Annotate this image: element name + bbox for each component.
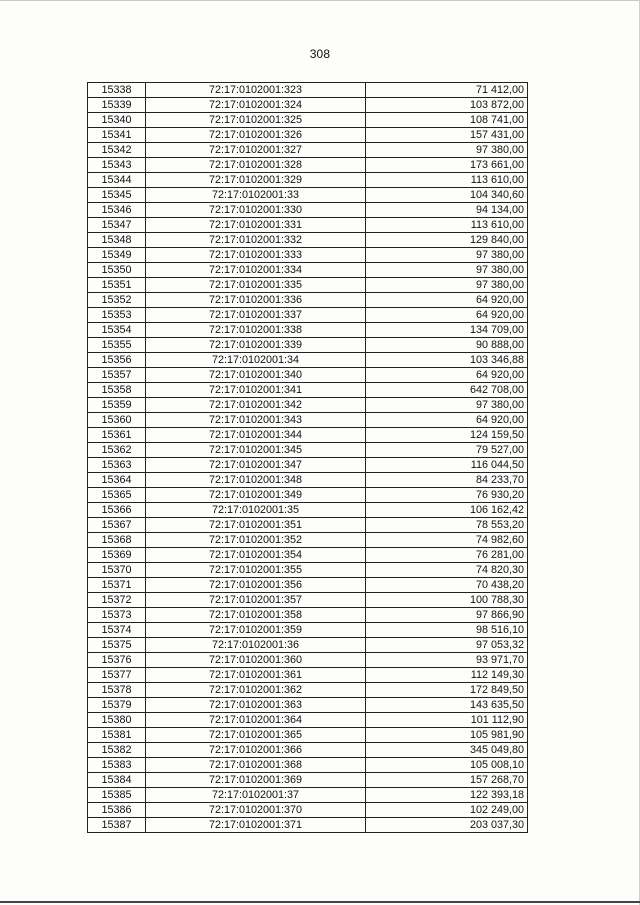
table-row bbox=[88, 548, 528, 563]
table-row bbox=[88, 338, 528, 353]
row-number-cell: 15364 bbox=[88, 473, 146, 488]
row-number-cell: 15377 bbox=[88, 668, 146, 683]
row-number-cell: 15363 bbox=[88, 458, 146, 473]
row-number-cell: 15342 bbox=[88, 143, 146, 158]
cadastral-number-cell: 72:17:0102001:348 bbox=[146, 473, 366, 488]
table-row bbox=[88, 773, 528, 788]
page-number: 308 bbox=[309, 47, 331, 61]
row-number-cell: 15348 bbox=[88, 233, 146, 248]
cadastral-value-cell: 103 346,88 bbox=[366, 353, 528, 368]
row-number-cell: 15356 bbox=[88, 353, 146, 368]
cadastral-value-cell: 70 438,20 bbox=[366, 578, 528, 593]
cadastral-value-cell: 97 380,00 bbox=[366, 143, 528, 158]
row-number-cell: 15351 bbox=[88, 278, 146, 293]
cadastral-value-cell: 97 380,00 bbox=[366, 278, 528, 293]
table-row bbox=[88, 668, 528, 683]
cadastral-number-cell: 72:17:0102001:371 bbox=[146, 818, 366, 833]
cadastral-number-cell: 72:17:0102001:360 bbox=[146, 653, 366, 668]
table-row bbox=[88, 293, 528, 308]
table-row bbox=[88, 578, 528, 593]
table-row bbox=[88, 278, 528, 293]
cadastral-value-cell: 74 820,30 bbox=[366, 563, 528, 578]
row-number-cell: 15340 bbox=[88, 113, 146, 128]
cadastral-number-cell: 72:17:0102001:361 bbox=[146, 668, 366, 683]
cadastral-number-cell: 72:17:0102001:35 bbox=[146, 503, 366, 518]
row-number-cell: 15376 bbox=[88, 653, 146, 668]
cadastral-value-cell: 74 982,60 bbox=[366, 533, 528, 548]
row-number-cell: 15372 bbox=[88, 593, 146, 608]
cadastral-number-cell: 72:17:0102001:358 bbox=[146, 608, 366, 623]
table-row bbox=[88, 518, 528, 533]
table-row bbox=[88, 368, 528, 383]
row-number-cell: 15354 bbox=[88, 323, 146, 338]
table-row bbox=[88, 473, 528, 488]
row-number-cell: 15359 bbox=[88, 398, 146, 413]
table-body bbox=[88, 83, 528, 833]
cadastral-number-cell: 72:17:0102001:325 bbox=[146, 113, 366, 128]
row-number-cell: 15355 bbox=[88, 338, 146, 353]
cadastral-value-cell: 113 610,00 bbox=[366, 218, 528, 233]
cadastral-value-cell: 64 920,00 bbox=[366, 413, 528, 428]
table-row bbox=[88, 428, 528, 443]
cadastral-number-cell: 72:17:0102001:331 bbox=[146, 218, 366, 233]
cadastral-value-cell: 112 149,30 bbox=[366, 668, 528, 683]
row-number-cell: 15370 bbox=[88, 563, 146, 578]
row-number-cell: 15379 bbox=[88, 698, 146, 713]
cadastral-number-cell: 72:17:0102001:338 bbox=[146, 323, 366, 338]
cadastral-value-cell: 203 037,30 bbox=[366, 818, 528, 833]
cadastral-value-cell: 157 431,00 bbox=[366, 128, 528, 143]
cadastral-value-cell: 93 971,70 bbox=[366, 653, 528, 668]
row-number-cell: 15380 bbox=[88, 713, 146, 728]
cadastral-value-cell: 64 920,00 bbox=[366, 308, 528, 323]
table-row bbox=[88, 563, 528, 578]
table-row bbox=[88, 593, 528, 608]
row-number-cell: 15360 bbox=[88, 413, 146, 428]
cadastral-value-cell: 84 233,70 bbox=[366, 473, 528, 488]
table-row bbox=[88, 653, 528, 668]
cadastral-number-cell: 72:17:0102001:37 bbox=[146, 788, 366, 803]
cadastral-value-cell: 79 527,00 bbox=[366, 443, 528, 458]
cadastral-value-cell: 345 049,80 bbox=[366, 743, 528, 758]
cadastral-value-cell: 104 340,60 bbox=[366, 188, 528, 203]
cadastral-number-cell: 72:17:0102001:366 bbox=[146, 743, 366, 758]
cadastral-value-cell: 76 930,20 bbox=[366, 488, 528, 503]
cadastral-number-cell: 72:17:0102001:336 bbox=[146, 293, 366, 308]
table-row bbox=[88, 413, 528, 428]
cadastral-value-cell: 129 840,00 bbox=[366, 233, 528, 248]
cadastral-number-cell: 72:17:0102001:364 bbox=[146, 713, 366, 728]
cadastral-number-cell: 72:17:0102001:329 bbox=[146, 173, 366, 188]
cadastral-number-cell: 72:17:0102001:369 bbox=[146, 773, 366, 788]
cadastral-value-cell: 98 516,10 bbox=[366, 623, 528, 638]
cadastral-number-cell: 72:17:0102001:363 bbox=[146, 698, 366, 713]
cadastral-number-cell: 72:17:0102001:355 bbox=[146, 563, 366, 578]
cadastral-value-cell: 124 159,50 bbox=[366, 428, 528, 443]
row-number-cell: 15358 bbox=[88, 383, 146, 398]
table-row bbox=[88, 98, 528, 113]
cadastral-number-cell: 72:17:0102001:357 bbox=[146, 593, 366, 608]
cadastral-value-cell: 78 553,20 bbox=[366, 518, 528, 533]
table-row bbox=[88, 233, 528, 248]
cadastral-number-cell: 72:17:0102001:335 bbox=[146, 278, 366, 293]
table-row bbox=[88, 248, 528, 263]
cadastral-number-cell: 72:17:0102001:332 bbox=[146, 233, 366, 248]
row-number-cell: 15344 bbox=[88, 173, 146, 188]
row-number-cell: 15375 bbox=[88, 638, 146, 653]
row-number-cell: 15339 bbox=[88, 98, 146, 113]
row-number-cell: 15386 bbox=[88, 803, 146, 818]
table-row bbox=[88, 158, 528, 173]
table-row bbox=[88, 128, 528, 143]
cadastral-number-cell: 72:17:0102001:328 bbox=[146, 158, 366, 173]
table-row bbox=[88, 488, 528, 503]
cadastral-value-cell: 143 635,50 bbox=[366, 698, 528, 713]
cadastral-number-cell: 72:17:0102001:333 bbox=[146, 248, 366, 263]
cadastral-value-cell: 105 981,90 bbox=[366, 728, 528, 743]
cadastral-number-cell: 72:17:0102001:323 bbox=[146, 83, 366, 98]
cadastral-value-cell: 122 393,18 bbox=[366, 788, 528, 803]
cadastral-number-cell: 72:17:0102001:324 bbox=[146, 98, 366, 113]
cadastral-number-cell: 72:17:0102001:365 bbox=[146, 728, 366, 743]
cadastral-number-cell: 72:17:0102001:347 bbox=[146, 458, 366, 473]
cadastral-number-cell: 72:17:0102001:349 bbox=[146, 488, 366, 503]
row-number-cell: 15382 bbox=[88, 743, 146, 758]
cadastral-value-cell: 71 412,00 bbox=[366, 83, 528, 98]
row-number-cell: 15362 bbox=[88, 443, 146, 458]
row-number-cell: 15383 bbox=[88, 758, 146, 773]
cadastral-number-cell: 72:17:0102001:337 bbox=[146, 308, 366, 323]
cadastral-value-cell: 64 920,00 bbox=[366, 368, 528, 383]
table-row bbox=[88, 353, 528, 368]
table-row bbox=[88, 698, 528, 713]
table-row bbox=[88, 83, 528, 98]
cadastral-value-cell: 106 162,42 bbox=[366, 503, 528, 518]
cadastral-value-cell: 90 888,00 bbox=[366, 338, 528, 353]
cadastral-number-cell: 72:17:0102001:344 bbox=[146, 428, 366, 443]
cadastral-value-cell: 101 112,90 bbox=[366, 713, 528, 728]
table-row bbox=[88, 263, 528, 278]
cadastral-value-cell: 105 008,10 bbox=[366, 758, 528, 773]
cadastral-value-cell: 113 610,00 bbox=[366, 173, 528, 188]
cadastral-number-cell: 72:17:0102001:370 bbox=[146, 803, 366, 818]
cadastral-number-cell: 72:17:0102001:354 bbox=[146, 548, 366, 563]
table-row bbox=[88, 188, 528, 203]
cadastral-value-cell: 172 849,50 bbox=[366, 683, 528, 698]
cadastral-value-cell: 97 053,32 bbox=[366, 638, 528, 653]
row-number-cell: 15352 bbox=[88, 293, 146, 308]
cadastral-value-cell: 116 044,50 bbox=[366, 458, 528, 473]
cadastral-number-cell: 72:17:0102001:359 bbox=[146, 623, 366, 638]
row-number-cell: 15346 bbox=[88, 203, 146, 218]
cadastral-number-cell: 72:17:0102001:36 bbox=[146, 638, 366, 653]
cadastral-number-cell: 72:17:0102001:343 bbox=[146, 413, 366, 428]
cadastral-number-cell: 72:17:0102001:339 bbox=[146, 338, 366, 353]
cadastral-value-cell: 64 920,00 bbox=[366, 293, 528, 308]
cadastral-number-cell: 72:17:0102001:351 bbox=[146, 518, 366, 533]
cadastral-value-cell: 97 380,00 bbox=[366, 263, 528, 278]
table-row bbox=[88, 143, 528, 158]
row-number-cell: 15378 bbox=[88, 683, 146, 698]
cadastral-number-cell: 72:17:0102001:368 bbox=[146, 758, 366, 773]
cadastral-value-cell: 100 788,30 bbox=[366, 593, 528, 608]
row-number-cell: 15385 bbox=[88, 788, 146, 803]
table-row bbox=[88, 818, 528, 833]
row-number-cell: 15374 bbox=[88, 623, 146, 638]
cadastral-number-cell: 72:17:0102001:352 bbox=[146, 533, 366, 548]
cadastral-value-cell: 97 380,00 bbox=[366, 398, 528, 413]
table-row bbox=[88, 458, 528, 473]
cadastral-number-cell: 72:17:0102001:362 bbox=[146, 683, 366, 698]
cadastral-number-cell: 72:17:0102001:334 bbox=[146, 263, 366, 278]
cadastral-value-cell: 97 380,00 bbox=[366, 248, 528, 263]
cadastral-value-cell: 173 661,00 bbox=[366, 158, 528, 173]
row-number-cell: 15361 bbox=[88, 428, 146, 443]
row-number-cell: 15347 bbox=[88, 218, 146, 233]
table-row bbox=[88, 443, 528, 458]
table-row bbox=[88, 308, 528, 323]
table-row bbox=[88, 803, 528, 818]
row-number-cell: 15357 bbox=[88, 368, 146, 383]
row-number-cell: 15350 bbox=[88, 263, 146, 278]
cadastral-value-cell: 103 872,00 bbox=[366, 98, 528, 113]
table-row bbox=[88, 398, 528, 413]
cadastral-value-cell: 102 249,00 bbox=[366, 803, 528, 818]
page-bottom-edge bbox=[0, 901, 640, 903]
cadastral-number-cell: 72:17:0102001:34 bbox=[146, 353, 366, 368]
cadastral-value-cell: 108 741,00 bbox=[366, 113, 528, 128]
cadastral-value-cell: 134 709,00 bbox=[366, 323, 528, 338]
table-row bbox=[88, 623, 528, 638]
cadastral-number-cell: 72:17:0102001:326 bbox=[146, 128, 366, 143]
row-number-cell: 15368 bbox=[88, 533, 146, 548]
row-number-cell: 15349 bbox=[88, 248, 146, 263]
table-row bbox=[88, 683, 528, 698]
cadastral-number-cell: 72:17:0102001:345 bbox=[146, 443, 366, 458]
row-number-cell: 15373 bbox=[88, 608, 146, 623]
row-number-cell: 15345 bbox=[88, 188, 146, 203]
cadastral-number-cell: 72:17:0102001:341 bbox=[146, 383, 366, 398]
table-row bbox=[88, 323, 528, 338]
row-number-cell: 15371 bbox=[88, 578, 146, 593]
table-row bbox=[88, 383, 528, 398]
cadastral-value-cell: 157 268,70 bbox=[366, 773, 528, 788]
cadastral-value-cell: 97 866,90 bbox=[366, 608, 528, 623]
row-number-cell: 15384 bbox=[88, 773, 146, 788]
row-number-cell: 15387 bbox=[88, 818, 146, 833]
table-row bbox=[88, 758, 528, 773]
table-row bbox=[88, 638, 528, 653]
row-number-cell: 15353 bbox=[88, 308, 146, 323]
row-number-cell: 15343 bbox=[88, 158, 146, 173]
table-row bbox=[88, 788, 528, 803]
row-number-cell: 15381 bbox=[88, 728, 146, 743]
cadastral-value-cell: 76 281,00 bbox=[366, 548, 528, 563]
table-row bbox=[88, 728, 528, 743]
row-number-cell: 15365 bbox=[88, 488, 146, 503]
cadastral-number-cell: 72:17:0102001:33 bbox=[146, 188, 366, 203]
table-row bbox=[88, 608, 528, 623]
cadastral-number-cell: 72:17:0102001:342 bbox=[146, 398, 366, 413]
row-number-cell: 15367 bbox=[88, 518, 146, 533]
cadastral-value-table bbox=[87, 82, 528, 833]
cadastral-number-cell: 72:17:0102001:340 bbox=[146, 368, 366, 383]
table-row bbox=[88, 113, 528, 128]
cadastral-number-cell: 72:17:0102001:327 bbox=[146, 143, 366, 158]
cadastral-value-cell: 94 134,00 bbox=[366, 203, 528, 218]
table-row bbox=[88, 503, 528, 518]
row-number-cell: 15341 bbox=[88, 128, 146, 143]
table-row bbox=[88, 218, 528, 233]
table-row bbox=[88, 713, 528, 728]
cadastral-value-cell: 642 708,00 bbox=[366, 383, 528, 398]
page-top-edge bbox=[0, 0, 640, 1]
table-row bbox=[88, 203, 528, 218]
row-number-cell: 15338 bbox=[88, 83, 146, 98]
cadastral-number-cell: 72:17:0102001:330 bbox=[146, 203, 366, 218]
table-row bbox=[88, 743, 528, 758]
row-number-cell: 15366 bbox=[88, 503, 146, 518]
table-row bbox=[88, 173, 528, 188]
table-row bbox=[88, 533, 528, 548]
cadastral-number-cell: 72:17:0102001:356 bbox=[146, 578, 366, 593]
row-number-cell: 15369 bbox=[88, 548, 146, 563]
